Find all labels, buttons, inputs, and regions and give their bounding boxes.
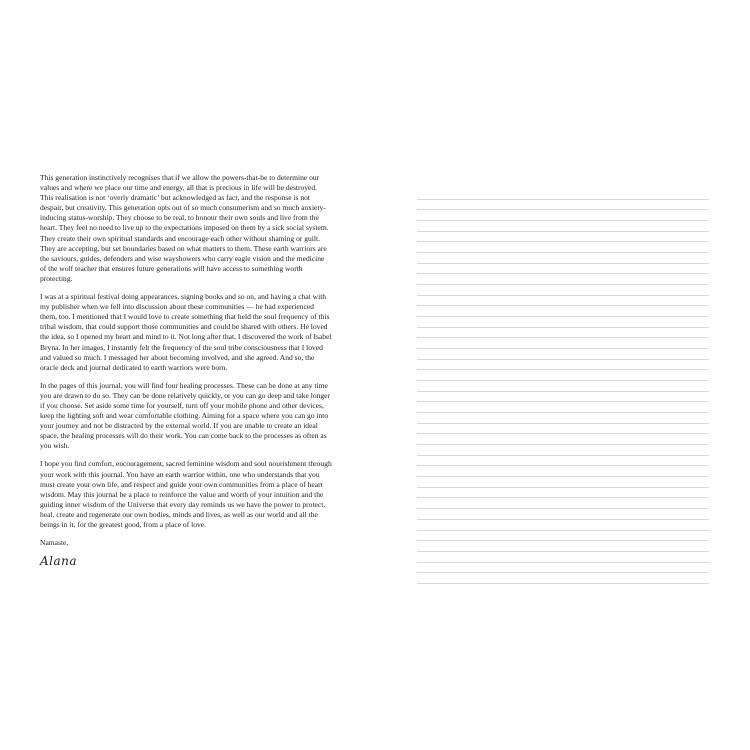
ruled-line — [417, 488, 709, 499]
ruled-line — [417, 349, 709, 360]
ruled-line — [417, 221, 709, 232]
ruled-line — [417, 317, 709, 328]
ruled-line — [417, 274, 709, 285]
ruled-line — [417, 242, 709, 253]
ruled-line — [417, 381, 709, 392]
ruled-line — [417, 456, 709, 467]
ruled-line — [417, 264, 709, 275]
ruled-line — [417, 541, 709, 552]
ruled-line — [417, 253, 709, 264]
ruled-line — [417, 466, 709, 477]
left-page-text — [40, 173, 332, 568]
paragraph-4: I hope you find comfort, encouragement, sacred feminine wisdom and soul nourishment through your work with this journal. You have an earth warrior within, one who understands that you must create your own life, and respect and guide your own communities from a place of heart wisdom. May this journal be a place to reinforce the value and worth of your intuition and the guiding inner wisdom of the Universe that every day reminds us we have the power to protect, heal, create and regenerate our own bodies, minds and lives, as well as our world and all the beings in it, for the greatest good, from a place of love. — [40, 459, 332, 529]
ruled-line — [417, 498, 709, 509]
ruled-line — [417, 370, 709, 381]
ruled-line — [417, 306, 709, 317]
ruled-line — [417, 232, 709, 243]
ruled-line — [417, 509, 709, 520]
closing-salutation: Namaste, — [40, 538, 69, 548]
ruled-line — [417, 520, 709, 531]
ruled-line — [417, 338, 709, 349]
ruled-line — [417, 413, 709, 424]
ruled-line — [417, 477, 709, 488]
author-signature: Alana — [40, 554, 78, 569]
paragraph-1: This generation instinctively recognises that if we allow the powers-that-be to determine our values and where we place our time and energy, all that is precious in life will be destroyed. This realisation is not ‘overly dramatic’ but acknowledged as fact, and the response is not despair, but creativity. This generation opts out of so much consumerism and so much anxiety-inducing status-worship. They choose to be real, to honour their own souls and live from the heart. They feel no need to live up to the expectations imposed on them by a sick social system. They create their own spiritual standards and encourage each other without shaming or guilt. They are accepting, but set boundaries based on what matters to them. These earth warriors are the saviours, guides, defenders and wise wayshowers who carry eagle vision and the medicine of the wolf teacher that ensures future generations will have access to something worth protecting. — [40, 173, 329, 283]
ruled-line — [417, 285, 709, 296]
ruled-line — [417, 210, 709, 221]
ruled-line — [417, 563, 709, 574]
ruled-line — [417, 445, 709, 456]
ruled-line — [417, 328, 709, 339]
ruled-line — [417, 552, 709, 563]
ruled-line — [417, 392, 709, 403]
ruled-line — [417, 360, 709, 371]
ruled-line — [417, 531, 709, 542]
ruled-line — [417, 402, 709, 413]
paragraph-2: I was at a spiritual festival doing appearances, signing books and so on, and having a chat with my publisher when we fell into discussion about these communities — he had experienced them, too. I mentioned that I would love to create something that held the soul frequency of this tribal wisdom, that could support those communities and could be shared with others. He loved the idea, so I opened my heart and mind to it. Not long after that, I discovered the work of Isabel Bryna. In her images, I instantly felt the frequency of the soul tribe consciousness that I loved and valued so much. I messaged her about becoming involved, and she agreed. And so, the oracle deck and journal dedicated to earth warriors were born. — [40, 292, 332, 372]
ruled-line — [417, 200, 709, 211]
ruled-line — [417, 189, 709, 200]
ruled-line — [417, 573, 709, 584]
ruled-line — [417, 296, 709, 307]
right-page-ruled-lines — [417, 189, 709, 584]
ruled-line — [417, 424, 709, 435]
ruled-line — [417, 434, 709, 445]
paragraph-3: In the pages of this journal, you will find four healing processes. These can be done at any time you are drawn to do so. They can be done relatively quickly, or you can go deep and take longer if you choose. Set aside some time for yourself, turn off your mobile phone and other devices, keep the lighting soft and wear comfortable clothing. Aiming for a space where you can go into your journey and not be distracted by the external world. If you are unable to create an ideal space, the healing processes will do their work. You can come back to the processes as often as you wish. — [40, 380, 331, 451]
